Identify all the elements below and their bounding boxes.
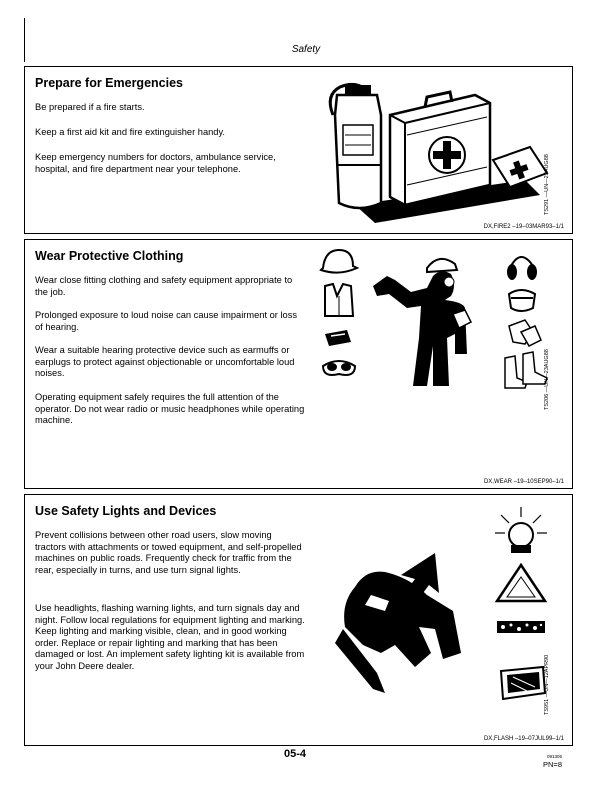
paragraph: Use headlights, flashing warning lights, and turn signals day and night. Follow local regulations for equipment lighting and marking. Keep lighting and marking visible, clean, and in good working order. Replace or repair lighting and marking that has been damaged or lost. An implement safety lighting kit is available from your John Deere dealer. xyxy=(35,603,305,671)
page-header-title: Safety xyxy=(291,44,321,55)
page-number: 05-4 xyxy=(283,748,307,760)
safety-lights-illustration xyxy=(315,503,551,723)
paragraph: Operating equipment safely requires the full attention of the operator. Do not wear radio or music headphones while operating machine. xyxy=(35,392,305,426)
paragraph: Wear a suitable hearing protective device such as earmuffs or earplugs to protect against objectionable or uncomfortable loud noises. xyxy=(35,345,295,379)
page-pn: PN=8 xyxy=(543,760,562,769)
paragraph: Keep a first aid kit and fire extinguisher handy. xyxy=(35,127,226,137)
section-protective-clothing xyxy=(24,239,573,489)
illustration-code: TS951 —UN—12APR90 xyxy=(544,654,550,715)
paragraph: Wear close fitting clothing and safety equipment appropriate to the job. xyxy=(35,275,293,297)
paragraph: Prevent collisions between other road users, slow moving tractors with attachments or towed equipment, and self-propelled machines on public roads. Frequently check for traffic from the rear, especially in turns, and use turn signal lights. xyxy=(35,530,302,575)
section-footer-code: DX,FLASH –19–07JUL99–1/1 xyxy=(483,736,564,742)
paragraph: Prolonged exposure to loud noise can cause impairment or loss of hearing. xyxy=(35,310,298,332)
paragraph: Be prepared if a fire starts. xyxy=(35,102,145,112)
header-rule xyxy=(24,18,25,62)
section-prepare-emergencies xyxy=(24,66,573,234)
emergency-kit-illustration xyxy=(315,75,551,225)
section-title: Prepare for Emergencies xyxy=(35,76,183,90)
section-safety-lights xyxy=(24,494,573,746)
section-title: Wear Protective Clothing xyxy=(35,249,184,263)
protective-clothing-illustration xyxy=(315,246,551,391)
section-title: Use Safety Lights and Devices xyxy=(35,504,217,518)
illustration-code: TS291 —UN—23AUG88 xyxy=(544,154,550,215)
print-code: 091305 xyxy=(546,754,562,759)
illustration-code: TS206 —UN—23AUG88 xyxy=(544,349,550,410)
section-footer-code: DX,FIRE2 –19–03MAR93–1/1 xyxy=(483,224,564,230)
paragraph: Keep emergency numbers for doctors, ambulance service, hospital, and fire department near your telephone. xyxy=(35,152,276,174)
section-footer-code: DX,WEAR –19–10SEP90–1/1 xyxy=(483,479,564,485)
